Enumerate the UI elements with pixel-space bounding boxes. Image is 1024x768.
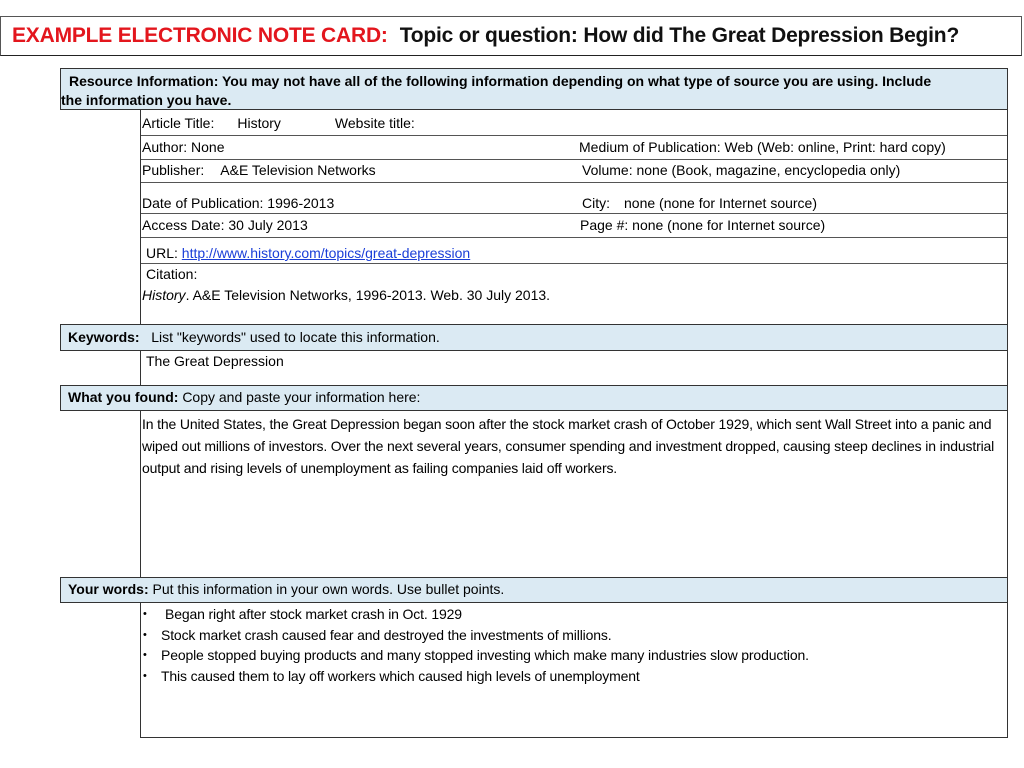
city-value[interactable]: none (none for Internet source) bbox=[624, 195, 818, 211]
keywords-header-instructions: List "keywords" used to locate this information. bbox=[151, 329, 440, 345]
bullet-item: • This caused them to lay off workers which caused high levels of unemployment bbox=[143, 667, 640, 684]
keywords-box[interactable] bbox=[140, 351, 1008, 385]
url-label: URL: bbox=[146, 245, 178, 261]
what-you-found-header bbox=[60, 385, 1008, 411]
bullet-icon: • bbox=[143, 669, 147, 682]
your-words-box[interactable] bbox=[140, 603, 1008, 738]
citation-row bbox=[141, 264, 1007, 324]
keywords-header bbox=[60, 324, 1008, 351]
keywords-value: The Great Depression bbox=[146, 353, 284, 369]
access-date-field[interactable]: Access Date: 30 July 2013 bbox=[142, 217, 308, 233]
medium-field[interactable]: Medium of Publication: Web (Web: online, Print: hard copy) bbox=[579, 139, 946, 155]
author-field[interactable]: Author: None bbox=[142, 139, 225, 155]
bullet-item: • Stock market crash caused fear and destroyed the investments of millions. bbox=[143, 626, 612, 643]
citation-title: History bbox=[142, 287, 186, 303]
page-number-field[interactable]: Page #: none (none for Internet source) bbox=[580, 217, 826, 233]
your-words-instructions: Put this information in your own words. Use bullet points. bbox=[152, 581, 505, 597]
title-bar bbox=[0, 16, 1022, 56]
article-title-value[interactable]: History bbox=[237, 115, 281, 131]
citation-label: Citation: bbox=[146, 266, 198, 282]
your-words-label: Your words: bbox=[68, 581, 149, 597]
bullet-icon: • bbox=[143, 628, 147, 641]
url-link[interactable]: http://www.history.com/topics/great-depression bbox=[181, 245, 471, 261]
author-row bbox=[141, 136, 1007, 160]
keywords-header-label: Keywords: bbox=[68, 329, 140, 345]
bullet-item: • People stopped buying products and many stopped investing which make many industries slow production. bbox=[143, 647, 809, 663]
publisher-value[interactable]: A&E Television Networks bbox=[220, 162, 376, 178]
bullet-icon: • bbox=[143, 608, 147, 620]
resource-information-box bbox=[140, 110, 1008, 324]
bullet-list bbox=[141, 604, 809, 686]
note-card-label: EXAMPLE ELECTRONIC NOTE CARD: bbox=[12, 24, 388, 47]
your-words-header bbox=[60, 577, 1008, 603]
city-label: City: bbox=[582, 195, 610, 211]
article-title-label: Article Title: bbox=[142, 115, 215, 131]
access-date-row bbox=[141, 214, 1007, 238]
bullet-icon: • bbox=[143, 649, 147, 661]
resource-header-line1: Resource Information: You may not have all of the following information depending on what type of source you are using. Include bbox=[69, 73, 932, 89]
date-city-row bbox=[141, 183, 1007, 214]
found-text: In the United States, the Great Depression began soon after the stock market crash of October 1929, which sent Wall Street into a panic and wiped out millions of investors. Over the next several years, consumer spending and investment dropped, causing steep declines in industrial output and rising levels of unemployment as failing companies laid off workers. bbox=[142, 416, 995, 476]
what-you-found-label: What you found: bbox=[68, 389, 179, 405]
citation-rest: . A&E Television Networks, 1996-2013. Web. 30 July 2013. bbox=[185, 287, 551, 303]
article-title-row bbox=[141, 110, 1007, 136]
website-title-label: Website title: bbox=[334, 115, 415, 131]
url-row bbox=[141, 238, 1007, 264]
volume-field[interactable]: Volume: none (Book, magazine, encyclopedia only) bbox=[582, 162, 901, 178]
publisher-label: Publisher: bbox=[142, 162, 205, 178]
resource-information-header bbox=[60, 68, 1008, 110]
what-you-found-instructions: Copy and paste your information here: bbox=[182, 389, 421, 405]
date-of-publication-field[interactable]: Date of Publication: 1996-2013 bbox=[142, 195, 335, 211]
publisher-row bbox=[141, 160, 1007, 183]
resource-header-line2: the information you have. bbox=[61, 92, 232, 108]
topic-question: Topic or question: How did The Great Depression Begin? bbox=[399, 24, 960, 47]
what-you-found-box[interactable] bbox=[140, 411, 1008, 577]
bullet-item: • Began right after stock market crash in Oct. 1929 bbox=[143, 606, 462, 622]
citation-text[interactable] bbox=[142, 287, 550, 303]
